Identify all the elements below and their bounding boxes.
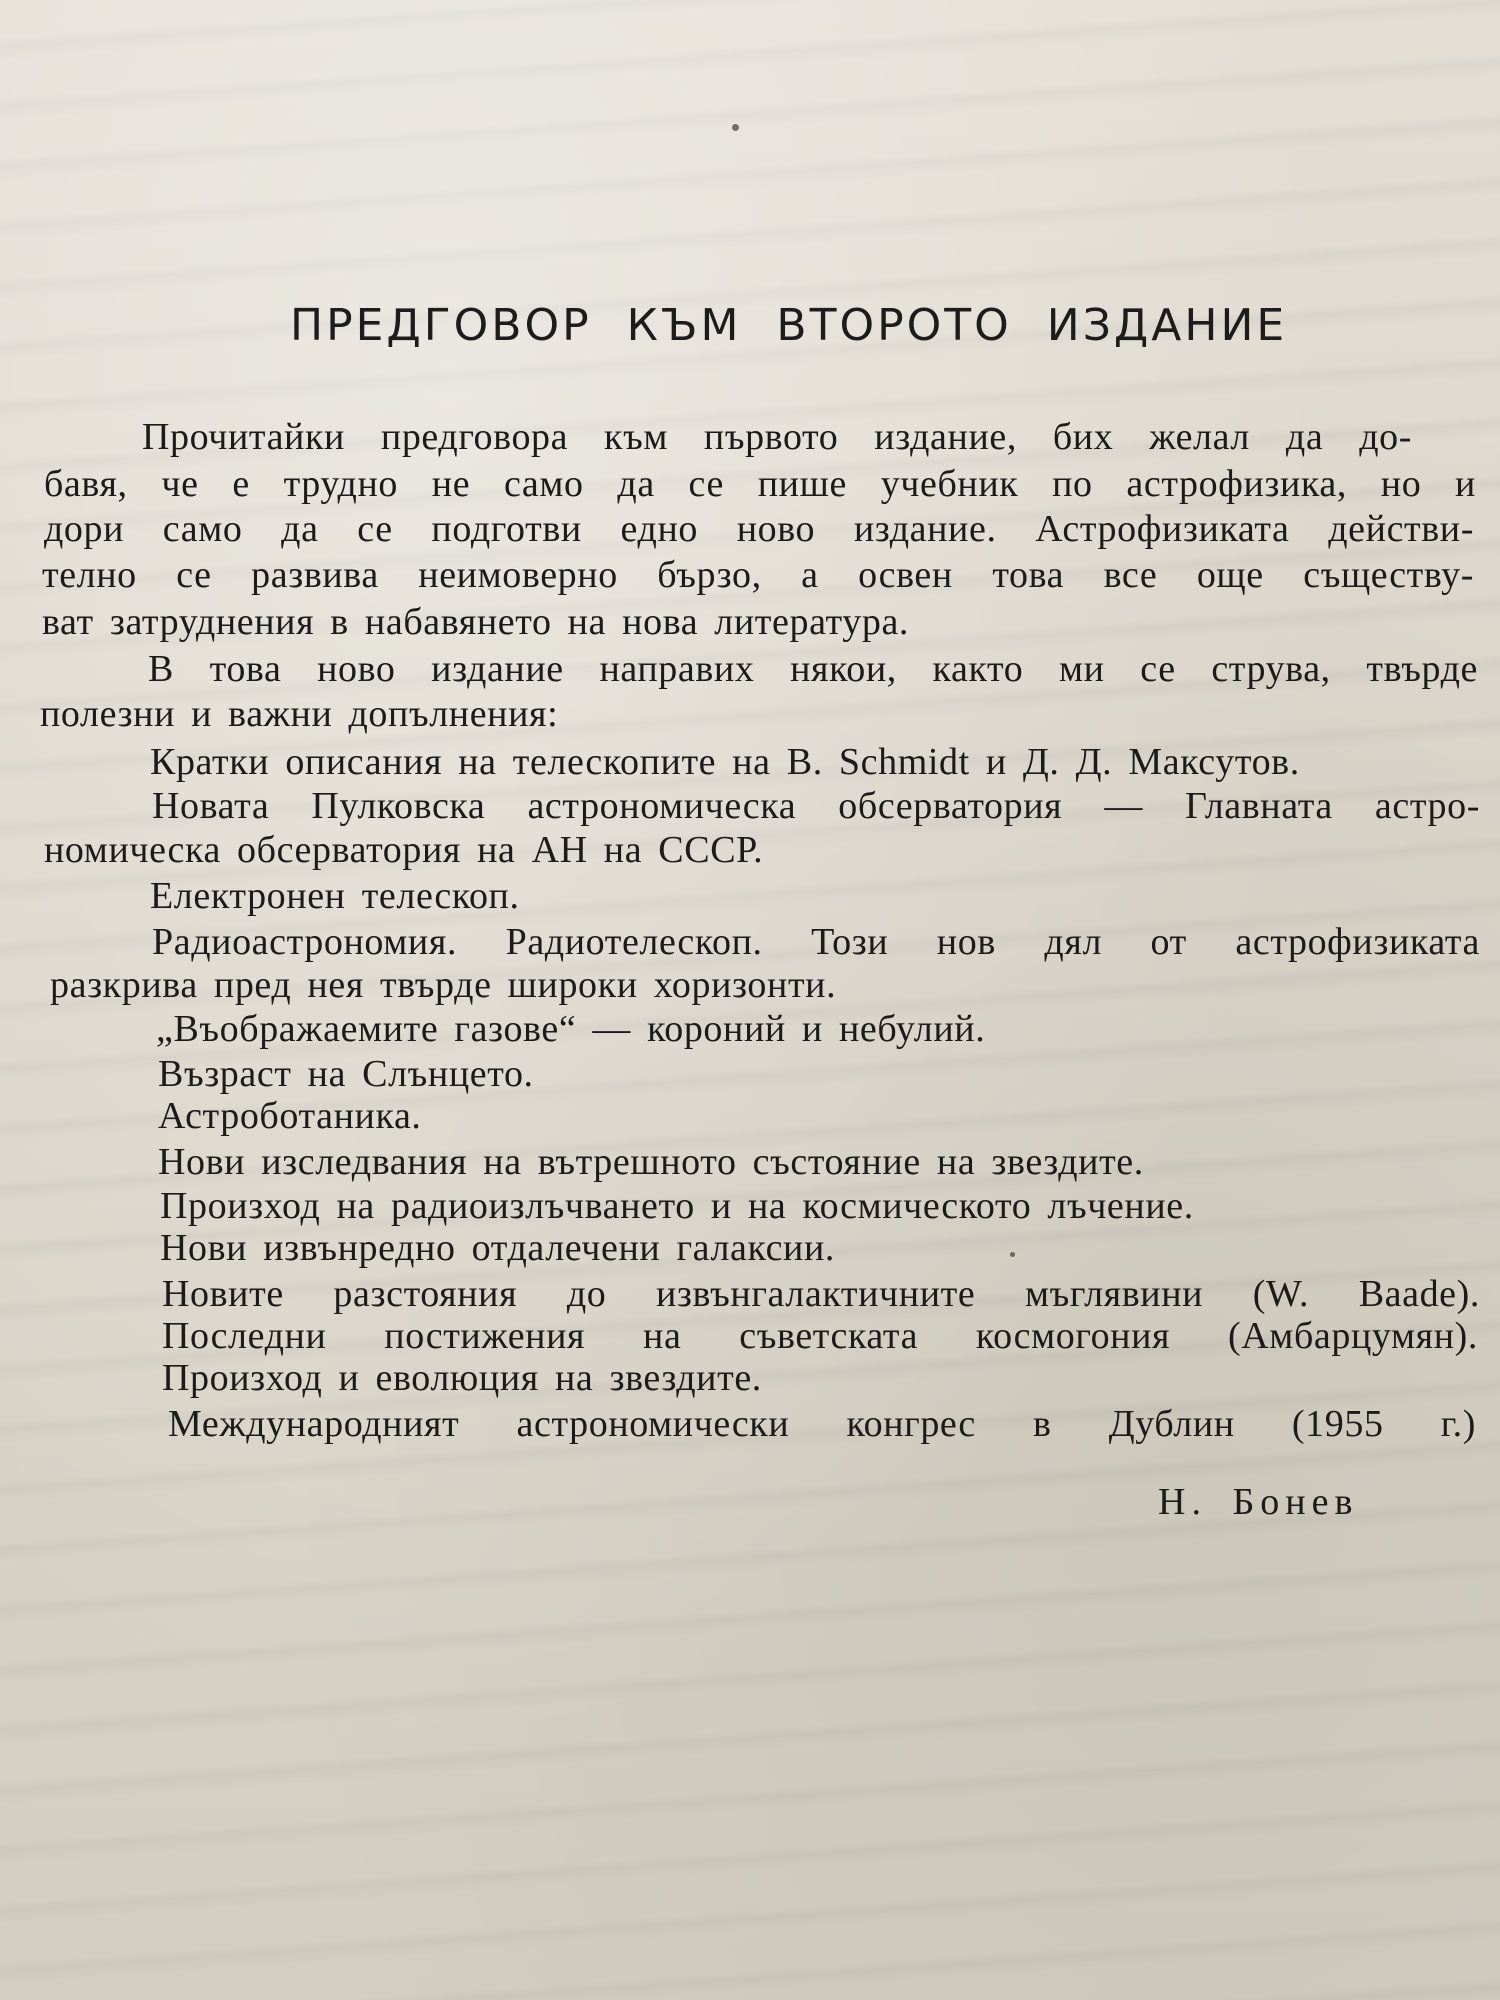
text-line-6: В това ново издание направих някои, както ми се струва, твърде (148, 648, 1478, 690)
text-line-1: Прочитайки предговора към първото издание, бих желал да до- (142, 416, 1412, 458)
text-line-16: Астроботаника. (158, 1095, 422, 1137)
text-line-15: Възраст на Слънцето. (158, 1053, 534, 1095)
text-line-22: Произход и еволюция на звездите. (162, 1357, 762, 1399)
text-line-19: Нови извънредно отдалечени галаксии. (160, 1227, 836, 1269)
text-line-12: Радиоастрономия. Радиотелескоп. Този нов дял от астрофизиката (152, 921, 1480, 963)
text-line-13: разкрива пред нея твърде широки хоризонти. (50, 964, 837, 1006)
text-line-11: Електронен телескоп. (150, 875, 520, 917)
text-line-4: телно се развива неимоверно бързо, а освен това все още съществу- (42, 554, 1474, 596)
text-line-5: ват затруднения в набавянето на нова литература. (42, 601, 910, 643)
author-signature: Н. Бонев (1158, 1481, 1359, 1523)
text-line-18: Произход на радиоизлъчването и на космическото лъчение. (160, 1185, 1194, 1227)
text-line-14: „Въображаемите газове“ — короний и небулий. (156, 1008, 986, 1050)
paper-speck-1 (732, 124, 739, 131)
text-line-17: Нови изследвания на вътрешното състояние на звездите. (158, 1141, 1144, 1183)
text-line-21: Последни постижения на съветската космогония (Амбарцумян). (162, 1315, 1478, 1357)
text-line-20: Новите разстояния до извънгалактичните мъглявини (W. Baade). (162, 1273, 1480, 1315)
text-line-9: Новата Пулковска астрономическа обсерватория — Главната астро- (152, 785, 1480, 827)
text-line-10: номическа обсерватория на АН на СССР. (44, 829, 764, 871)
text-line-2: бавя, че е трудно не само да се пише учебник по астрофизика, но и (44, 463, 1476, 505)
text-line-3: дори само да се подготви едно ново издание. Астрофизиката действи- (44, 508, 1474, 550)
text-line-7: полезни и важни допълнения: (40, 693, 559, 735)
text-line-23: Международният астрономически конгрес в Дублин (1955 г.) (168, 1403, 1476, 1445)
text-line-8: Кратки описания на телескопите на B. Schmidt и Д. Д. Максутов. (150, 741, 1300, 783)
page-title: ПРЕДГОВОР КЪМ ВТОРОТО ИЗДАНИЕ (290, 300, 1288, 351)
